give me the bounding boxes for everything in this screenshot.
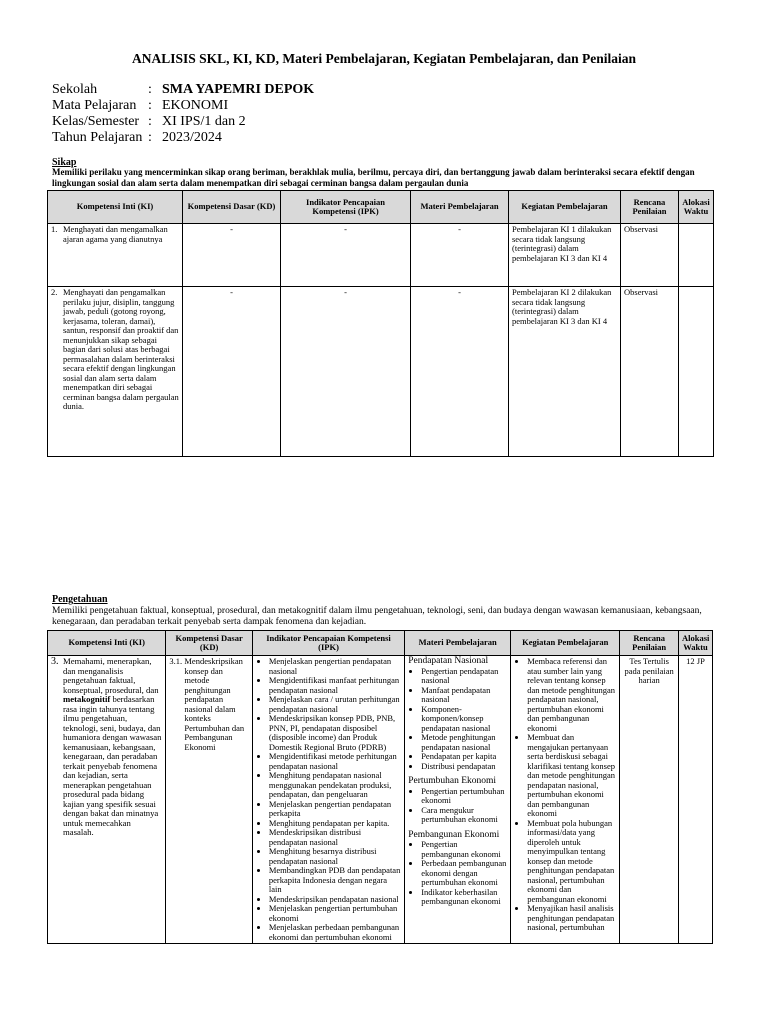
identity-label: Tahun Pelajaran bbox=[52, 130, 143, 145]
materi-list bbox=[408, 840, 507, 907]
ipk-list bbox=[256, 657, 401, 942]
ipk-item: • Menghitung pendapatan per kapita. bbox=[269, 819, 401, 829]
kegiatan-item: • Menyajikan hasil analisis penghitungan pendapatan nasional, pertumbuhan bbox=[527, 904, 616, 933]
materi-title: Pembangunan Ekonomi bbox=[408, 829, 500, 840]
materi-item: • Pengertian pendapatan nasional bbox=[421, 667, 507, 686]
materi-block bbox=[408, 657, 507, 771]
kd-text: Mendeskripsikan konsep dan metode penghitungan pendapatan nasional dalam konteks Pertumbuhan dan Pembangunan Ekonomi bbox=[184, 656, 245, 752]
materi-item: • Komponen-komponen/konsep pendapatan nasional bbox=[421, 705, 507, 734]
kegiatan-text: Pembelajaran KI 1 dilakukan secara tidak langsung (terintegrasi) dalam pembelajaran KI 3 dan KI 4 bbox=[509, 224, 621, 287]
materi-item: • Pengertian pembangunan ekonomi bbox=[421, 840, 507, 859]
materi-item: • Pendapatan per kapita bbox=[421, 752, 507, 762]
kd-text: - bbox=[183, 224, 281, 287]
alokasi-text: 12 JP bbox=[678, 656, 712, 944]
materi-item: • Distribusi pendapatan bbox=[421, 762, 507, 772]
ipk-item: • Mengidentifikasi manfaat perhitungan pendapatan nasional bbox=[269, 676, 401, 695]
table-row bbox=[48, 656, 713, 944]
kegiatan-item: • Membuat pola hubungan informasi/data yang diperoleh untuk menyimpulkan tentang konsep dan metode penghitungan pendapatan nasional, pertumbuhan ekonomi dan pembangunan ekonomi bbox=[527, 819, 616, 905]
ki-text: Menghayati dan mengamalkan ajaran agama yang dianutnya bbox=[63, 224, 168, 244]
table-row bbox=[48, 287, 714, 457]
ipk-item: • Menjelaskan pengertian pendapatan perkapita bbox=[269, 800, 401, 819]
identity-label: Mata Pelajaran bbox=[52, 98, 137, 113]
identity-row bbox=[52, 82, 314, 98]
ki-text-bold: metakognitif bbox=[63, 694, 111, 704]
ipk-text: - bbox=[281, 224, 411, 287]
ipk-item: • Mendeskripsikan konsep PDB, PNB, PNN, PI, pendapatan disposibel (disposible income) dan Produk Domestik Regional Bruto (PDRB) bbox=[269, 714, 401, 752]
ipk-item: • Membandingkan PDB dan pendapatan perkapita Indonesia dengan negara lain bbox=[269, 866, 401, 895]
ki-text: Menghayati dan pengamalkan perilaku jujur, disiplin, tanggung jawab, peduli (gotong royong, kerjasama, toleran, damai), santun, responsif dan proaktif dan menunjukkan sikap sebagai bagian dari solusi atas berbagai permasalahan dalam berinteraksi secara efektif dengan lingkungan sosial dan alam serta dalam menempatkan diri sebagai cerminan bangsa dalam pergaulan dunia. bbox=[63, 287, 179, 411]
identity-row bbox=[52, 114, 314, 130]
header-rencana: Rencana Penilaian bbox=[620, 631, 679, 656]
ipk-item: • Mendeskripsikan pendapatan nasional bbox=[269, 895, 401, 905]
header-kd: Kompetensi Dasar (KD) bbox=[166, 631, 252, 656]
header-kegiatan: Kegiatan Pembelajaran bbox=[509, 191, 621, 224]
identity-row bbox=[52, 130, 314, 146]
kegiatan-item: • Membuat dan mengajukan pertanyaan serta berdiskusi sebagai klarifikasi tentang konsep dan metode penghitungan pendapatan nasional, pertumbuhan ekonomi dan pembangunan ekonomi bbox=[527, 733, 616, 819]
table-row bbox=[48, 224, 714, 287]
identity-value: 2023/2024 bbox=[162, 130, 222, 145]
ki-text-part: Memahami, menerapkan, dan menganalisis pengetahuan faktual, konseptual, prosedural, dan bbox=[63, 656, 159, 695]
materi-item: • Metode penghitungan pendapatan nasional bbox=[421, 733, 507, 752]
header-alokasi: Alokasi Waktu bbox=[678, 631, 712, 656]
row-number: 3. bbox=[51, 656, 59, 667]
header-rencana: Rencana Penilaian bbox=[621, 191, 679, 224]
header-materi: Materi Pembelajaran bbox=[411, 191, 509, 224]
pengetahuan-description: Memiliki pengetahuan faktual, konseptual, prosedural, dan metakognitif dalam ilmu pengetahuan, teknologi, seni, dan budaya dengan wawasan kemanusiaan, kebangsaan, kenegaraan, dan peradaban terkait penyebab serta dampak fenomena dan kejadian. bbox=[52, 606, 702, 627]
materi-block bbox=[408, 831, 507, 907]
materi-text: - bbox=[411, 224, 509, 287]
kegiatan-item: • Membaca referensi dan atau sumber lain yang relevan tentang konsep dan metode penghitungan pendapatan nasional, pertumbuhan ekonomi dan pembangunan ekonomi bbox=[527, 657, 616, 733]
header-materi: Materi Pembelajaran bbox=[405, 631, 511, 656]
identity-value: SMA YAPEMRI DEPOK bbox=[162, 82, 315, 97]
identity-row bbox=[52, 98, 314, 114]
identity-value: EKONOMI bbox=[162, 98, 229, 113]
ki-text bbox=[63, 657, 162, 838]
document-title: ANALISIS SKL, KI, KD, Materi Pembelajaran, Kegiatan Pembelajaran, dan Penilaian bbox=[132, 51, 636, 66]
pengetahuan-table bbox=[47, 630, 713, 944]
identity-separator: : bbox=[148, 82, 152, 97]
kegiatan-text: Pembelajaran KI 2 dilakukan secara tidak langsung (terintegrasi) dalam pembelajaran KI 3 dan KI 4 bbox=[509, 287, 621, 457]
kd-text: - bbox=[183, 287, 281, 457]
header-kegiatan: Kegiatan Pembelajaran bbox=[511, 631, 620, 656]
header-ipk: Indikator Pencapaian Kompetensi (IPK) bbox=[281, 191, 411, 224]
alokasi-text bbox=[679, 224, 714, 287]
row-number: 2. bbox=[51, 287, 58, 297]
ipk-item: • Menghitung pendapatan nasional menggunakan pendekatan produksi, pendapatan, dan pengeluaran bbox=[269, 771, 401, 800]
rencana-text: Observasi bbox=[621, 224, 679, 287]
materi-item: • Cara mengukur pertumbuhan ekonomi bbox=[421, 806, 507, 825]
ki-text-part: berdasarkan rasa ingin tahunya tentang ilmu pengetahuan, teknologi, seni, budaya, dan humaniora dengan wawasan kemanusiaan, kebangsaan, kenegaraan, dan peradaban terkait penyebab fenomena dan kejadian, serta menerapkan pengetahuan prosedural pada bidang kajian yang spesifik sesuai dengan bakat dan minatnya untuk memecahkan masalah. bbox=[63, 694, 162, 837]
header-kd: Kompetensi Dasar (KD) bbox=[183, 191, 281, 224]
materi-title: Pertumbuhan Ekonomi bbox=[408, 776, 497, 786]
identity-label: Kelas/Semester bbox=[52, 114, 140, 129]
ipk-item: • Menjelaskan pengertian pendapatan nasional bbox=[269, 657, 401, 676]
ipk-item: • Menghitung besarnya distribusi pendapatan nasional bbox=[269, 847, 401, 866]
materi-item: • Indikator keberhasilan pembangunan ekonomi bbox=[421, 888, 507, 907]
materi-text: - bbox=[411, 287, 509, 457]
header-ipk: Indikator Pencapaian Kompetensi (IPK) bbox=[252, 631, 404, 656]
rencana-text: Tes Tertulis pada penilaian harian bbox=[620, 656, 679, 944]
identity-block bbox=[52, 82, 314, 146]
alokasi-text bbox=[679, 287, 714, 457]
ipk-item: • Menjelaskan cara / urutan perhitungan pendapatan nasional bbox=[269, 695, 401, 714]
materi-block bbox=[408, 777, 507, 825]
rencana-text: Observasi bbox=[621, 287, 679, 457]
materi-cell bbox=[405, 656, 511, 944]
identity-label: Sekolah bbox=[52, 82, 98, 97]
header-ki: Kompetensi Inti (KI) bbox=[48, 191, 183, 224]
sikap-table bbox=[47, 190, 714, 457]
ipk-item: • Mendeskripsikan distribusi pendapatan nasional bbox=[269, 828, 401, 847]
sikap-description: Memiliki perilaku yang mencerminkan sikap orang beriman, berakhlak mulia, berilmu, percaya diri, dan bertanggung jawab dalam berinteraksi secara efektif dengan lingkungan sosial dan alam serta dalam menempatkan diri sebagai cerminan bangsa dalam pergaulan dunia bbox=[52, 167, 695, 188]
ipk-item: • Menjelaskan pengertian pertumbuhan ekonomi bbox=[269, 904, 401, 923]
identity-separator: : bbox=[148, 114, 152, 129]
identity-separator: : bbox=[148, 130, 152, 145]
ipk-text: - bbox=[281, 287, 411, 457]
materi-list bbox=[408, 667, 507, 772]
ipk-item: • Menjelaskan perbedaan pembangunan ekonomi dan pertumbuhan ekonomi bbox=[269, 923, 401, 942]
header-ki: Kompetensi Inti (KI) bbox=[48, 631, 166, 656]
materi-title: Pendapatan Nasional bbox=[408, 656, 489, 666]
row-number: 1. bbox=[51, 224, 58, 234]
materi-list bbox=[408, 787, 507, 825]
header-alokasi: Alokasi Waktu bbox=[679, 191, 714, 224]
sikap-heading: Sikap bbox=[52, 157, 77, 168]
kegiatan-list bbox=[514, 657, 616, 933]
identity-separator: : bbox=[148, 98, 152, 113]
pengetahuan-heading: Pengetahuan bbox=[52, 594, 108, 605]
materi-item: • Pengertian pertumbuhan ekonomi bbox=[421, 787, 507, 806]
materi-item: • Manfaat pendapatan nasional bbox=[421, 686, 507, 705]
ipk-item: • Mengidentifikasi metode perhitungan pendapatan nasional bbox=[269, 752, 401, 771]
materi-item: • Perbedaan pembangunan ekonomi dengan pertumbuhan ekonomi bbox=[421, 859, 507, 888]
kd-number: 3.1. bbox=[169, 656, 183, 666]
identity-value: XI IPS/1 dan 2 bbox=[162, 114, 246, 129]
